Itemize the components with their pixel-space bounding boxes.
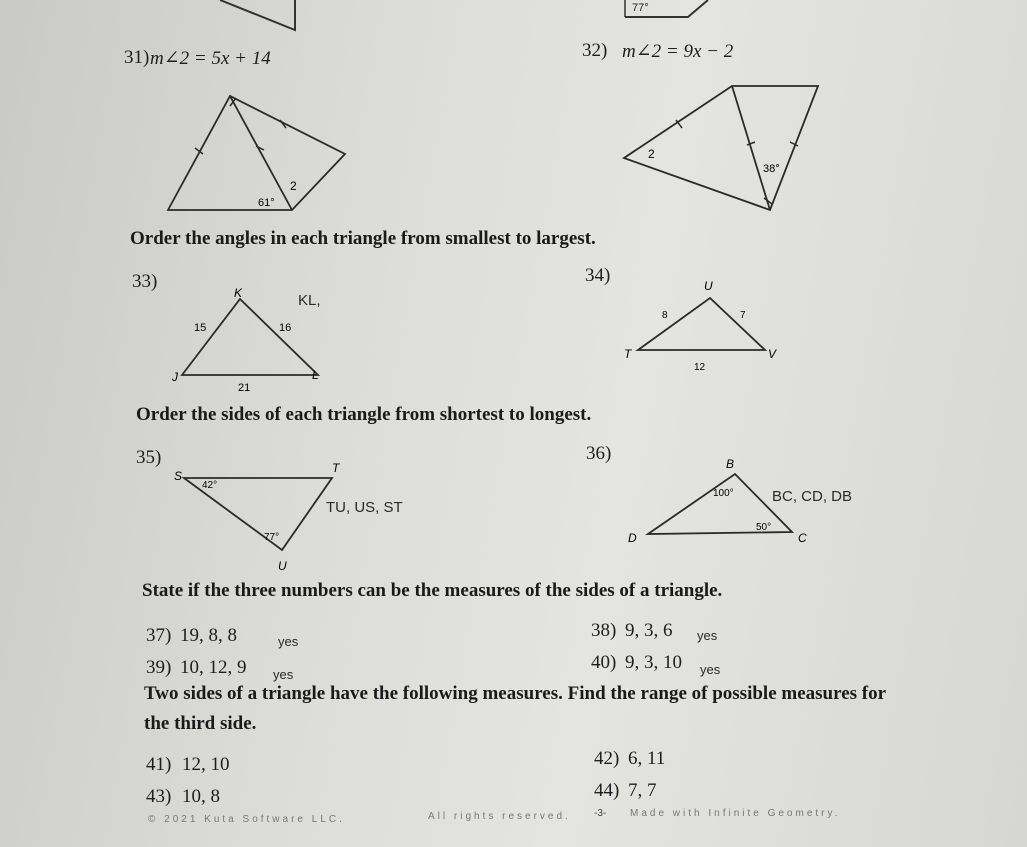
side-jl: 21 [238,382,251,394]
problem-44-number: 44) [594,780,620,801]
problem-33-answer: KL, [298,292,321,309]
top-fragment-left [220,0,300,40]
footer-made-with: Made with Infinite Geometry. [630,808,841,819]
problem-37-answer: yes [278,634,299,649]
heading-range-line2: the third side. [144,713,257,734]
problem-35-answer: TU, US, ST [326,499,403,516]
problem-36-number: 36) [586,443,612,464]
problem-38-number: 38) [591,620,617,641]
side-jk: 15 [194,322,207,334]
angle-b: 100° [713,488,734,499]
problem-39-values: 10, 12, 9 [180,657,247,678]
heading-triangle-check: State if the three numbers can be the measures of the sides of a triangle. [142,580,723,601]
side-kl: 16 [279,322,292,334]
problem-41-number: 41) [146,754,172,775]
problem-43-values: 10, 8 [182,786,220,807]
problem-43-number: 43) [146,786,172,807]
angle-s: 42° [202,480,218,491]
problem-32-expression: m∠2 = 9x − 2 [622,41,734,62]
problem-37-values: 19, 8, 8 [180,625,237,646]
vertex-l: L [312,368,319,382]
vertex-v: V [768,347,777,361]
problem-40-answer: yes [700,662,721,677]
problem-35-figure [172,458,347,573]
problem-40-values: 9, 3, 10 [625,652,682,673]
problem-39-number: 39) [146,657,172,678]
problem-42-number: 42) [594,748,620,769]
vertex-u: U [704,279,713,293]
problem-38-answer: yes [697,628,718,643]
problem-39-answer: yes [273,667,294,682]
side-uv: 7 [740,310,746,321]
angle-u: 77° [264,532,280,543]
heading-order-angles: Order the angles in each triangle from smallest to largest. [130,228,596,249]
vertex-j: J [172,370,178,384]
problem-41-values: 12, 10 [182,754,230,775]
footer-page-number: -3- [594,808,607,819]
footer-copyright: © 2021 Kuta Software LLC. [148,814,345,825]
vertex-s: S [174,469,183,483]
problem-32-angle: 38° [763,163,780,175]
vertex-d: D [628,531,637,545]
problem-33-number: 33) [132,271,158,292]
problem-31-angle: 61° [258,197,275,209]
vertex-u-35: U [278,559,287,573]
problem-36-answer: BC, CD, DB [772,488,853,505]
problem-32-number: 32) [582,40,608,61]
problem-42-values: 6, 11 [628,748,666,769]
heading-range-line1: Two sides of a triangle have the following measures. Find the range of possible measures for [144,683,887,704]
top-angle-label: 77° [632,2,649,14]
problem-40-number: 40) [591,652,617,673]
problem-38-values: 9, 3, 6 [625,620,673,641]
problem-44-values: 7, 7 [628,780,657,801]
problem-35-number: 35) [136,447,162,468]
side-tv: 12 [694,362,706,373]
problem-37-number: 37) [146,625,172,646]
vertex-k: K [234,286,243,300]
problem-32-mark: 2 [648,147,655,161]
problem-31-figure [160,90,360,220]
problem-34-number: 34) [585,265,611,286]
problem-31-number: 31) [124,47,150,68]
angle-c: 50° [756,522,772,533]
side-tu: 8 [662,310,668,321]
vertex-c: C [798,531,807,545]
heading-order-sides: Order the sides of each triangle from shortest to longest. [136,404,592,425]
vertex-t: T [624,347,632,361]
vertex-b: B [726,457,735,471]
problem-31-mark: 2 [290,179,297,193]
footer-rights: All rights reserved. [428,811,571,822]
problem-34-figure [620,278,790,373]
problem-32-figure [620,80,830,220]
vertex-t-35: T [332,461,340,475]
problem-31-expression: m∠2 = 5x + 14 [150,48,271,69]
